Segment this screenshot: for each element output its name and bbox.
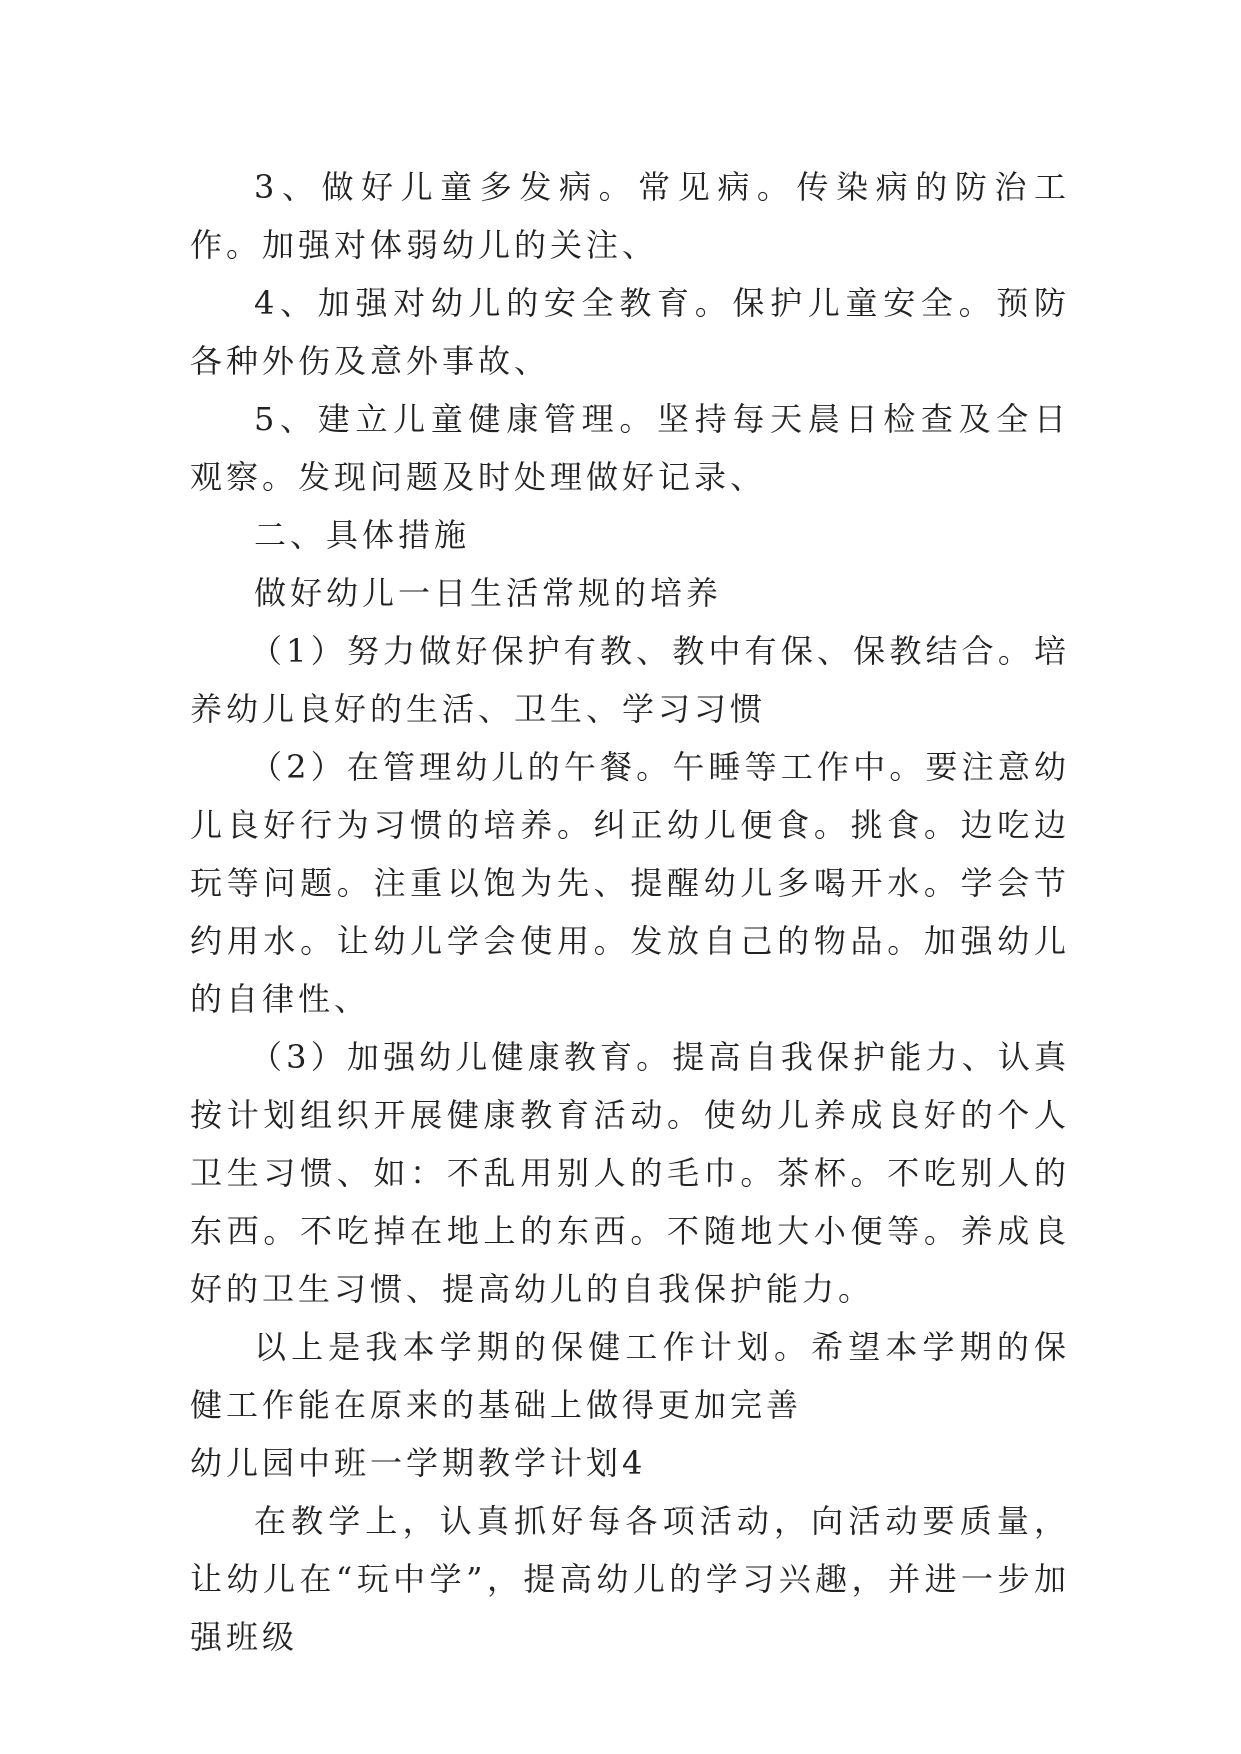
section-title: 幼儿园中班一学期教学计划4 [190,1444,647,1482]
paragraph-measure-3: （3）加强幼儿健康教育。提高自我保护能力、认真按计划组织开展健康教育活动。使幼儿养成良好的个人卫生习惯、如：不乱用别人的毛巾。茶杯。不吃别人的东西。不吃掉在地上的东西。不随地大小便等。养成良好的卫生习惯、提高幼儿的自我保护能力。 [190,1038,1070,1308]
paragraph-measure-2: （2）在管理幼儿的午餐。午睡等工作中。要注意幼儿良好行为习惯的培养。纠正幼儿便食。挑食。边吃边玩等问题。注重以饱为先、提醒幼儿多喝开水。学会节约用水。让幼儿学会使用。发放自己的物品。加强幼儿的自律性、 [190,748,1070,1018]
paragraph-measure-1: （1）努力做好保护有教、教中有保、保教结合。培养幼儿良好的生活、卫生、学习习惯 [190,632,1070,728]
subheading-daily-routine: 做好幼儿一日生活常规的培养 [254,574,723,612]
paragraph-item-3: 3、做好儿童多发病。常见病。传染病的防治工作。加强对体弱幼儿的关注、 [190,168,1070,264]
paragraph-item-5: 5、建立儿童健康管理。坚持每天晨日检查及全日观察。发现问题及时处理做好记录、 [190,400,1070,496]
paragraph-item-4: 4、加强对幼儿的安全教育。保护儿童安全。预防各种外伤及意外事故、 [190,284,1070,380]
document-body [190,158,1070,1666]
paragraph-conclusion: 以上是我本学期的保健工作计划。希望本学期的保健工作能在原来的基础上做得更加完善 [190,1328,1070,1424]
paragraph-teaching: 在教学上，认真抓好每各项活动，向活动要质量，让幼儿在“玩中学”，提高幼儿的学习兴趣，并进一步加强班级 [190,1502,1070,1656]
section-heading-measures: 二、具体措施 [254,516,471,554]
